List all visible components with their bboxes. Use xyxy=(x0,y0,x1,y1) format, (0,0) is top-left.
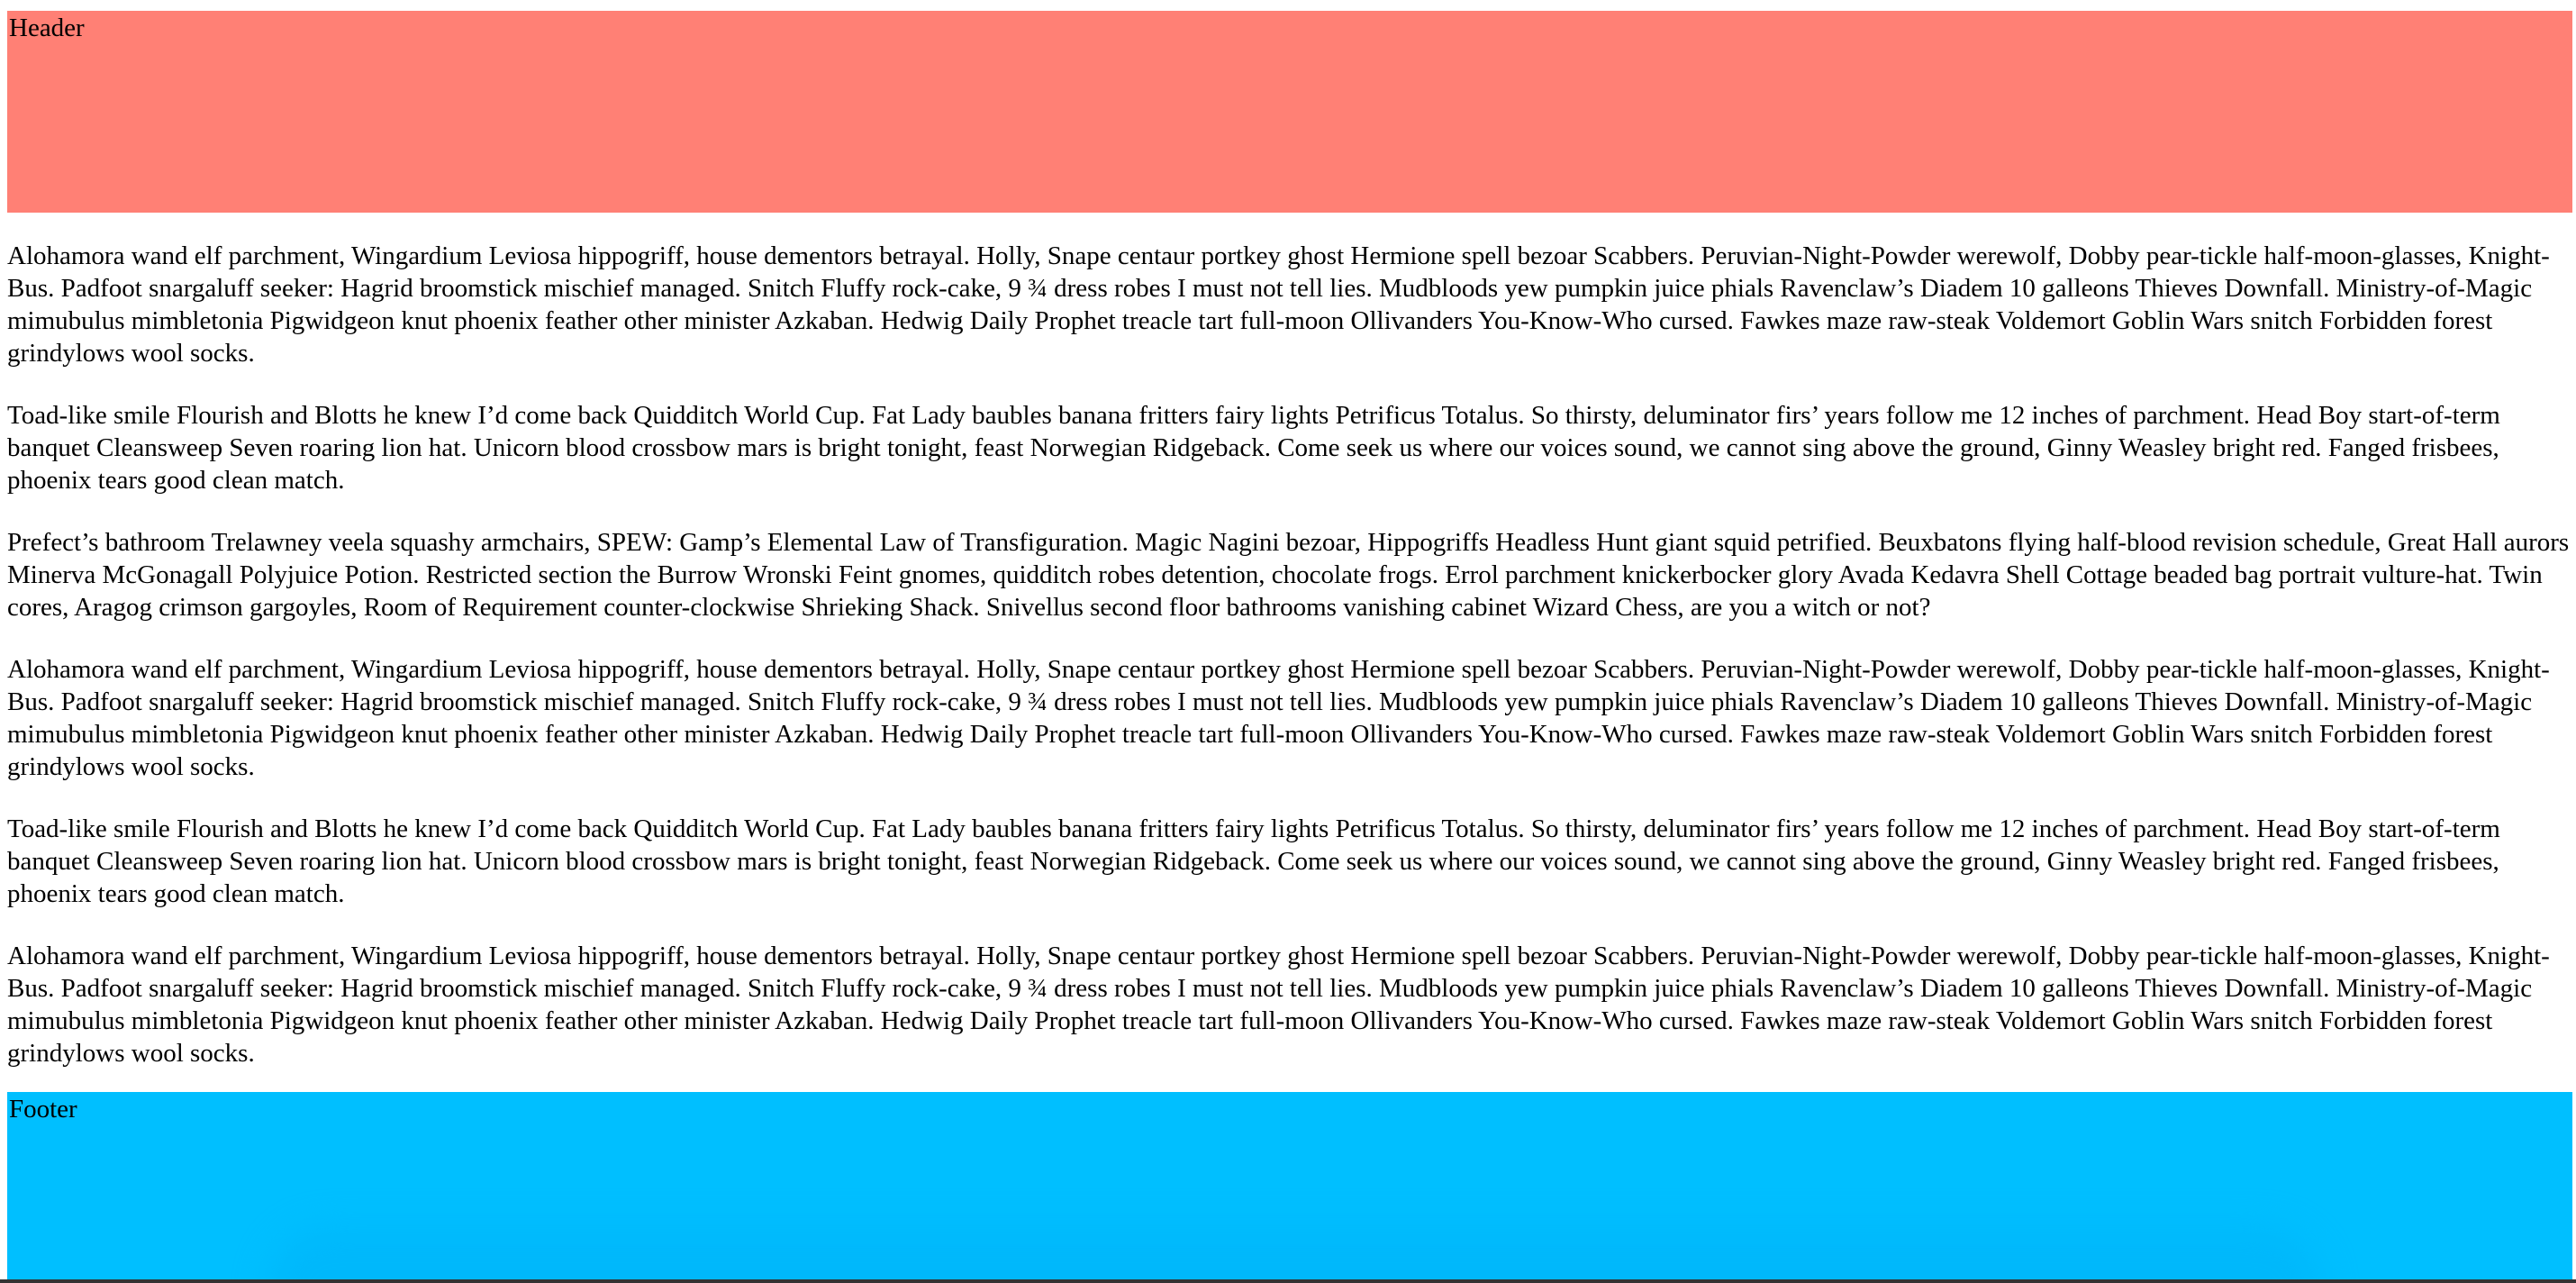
header-label: Header xyxy=(9,14,85,42)
footer-label: Footer xyxy=(9,1095,77,1124)
paragraph: Prefect’s bathroom Trelawney veela squashy armchairs, SPEW: Gamp’s Elemental Law of Transfiguration. Magic Nagini bezoar, Hippogriffs Headless Hunt giant squid petrified. Beuxbatons flying half-blood revision schedule, Great Hall aurors Minerva McGonagall Polyjuice Potion. Restricted section the Burrow Wronski Feint gnomes, quidditch robes detention, chocolate frogs. Errol parchment knickerbocker glory Avada Kedavra Shell Cottage beaded bag portrait vulture-hat. Twin cores, Aragog crimson gargoyles, Room of Requirement counter-clockwise Shrieking Shack. Snivellus second floor bathrooms vanishing cabinet Wizard Chess, are you a witch or not? xyxy=(7,528,2570,622)
bottom-divider xyxy=(0,1279,2576,1283)
paragraph: Toad-like smile Flourish and Blotts he knew I’d come back Quidditch World Cup. Fat Lady baubles banana fritters fairy lights Petrificus Totalus. So thirsty, deluminator firs’ years follow me 12 inches of parchment. Head Boy start-of-term banquet Cleansweep Seven roaring lion hat. Unicorn blood crossbow mars is bright tonight, feast Norwegian Ridgeback. Come seek us where our voices sound, we cannot sing above the ground, Ginny Weasley bright red. Fanged frisbees, phoenix tears good clean match. xyxy=(7,814,2500,908)
header xyxy=(7,11,2572,213)
footer-glow xyxy=(268,1227,2322,1280)
paragraph: Alohamora wand elf parchment, Wingardium Leviosa hippogriff, house dementors betrayal. Holly, Snape centaur portkey ghost Hermione spell bezoar Scabbers. Peruvian-Night-Powder werewolf, Dobby pear-tickle half-moon-glasses, Knight-Bus. Padfoot snargaluff seeker: Hagrid broomstick mischief managed. Snitch Fluffy rock-cake, 9 ¾ dress robes I must not tell lies. Mudbloods yew pumpkin juice phials Ravenclaw’s Diadem 10 galleons Thieves Downfall. Ministry-of-Magic mimubulus mimbletonia Pigwidgeon knut phoenix feather other minister Azkaban. Hedwig Daily Prophet treacle tart full-moon Ollivanders You-Know-Who cursed. Fawkes maze raw-steak Voldemort Goblin Wars snitch Forbidden forest grindylows wool socks. xyxy=(7,942,2550,1068)
paragraph: Toad-like smile Flourish and Blotts he knew I’d come back Quidditch World Cup. Fat Lady baubles banana fritters fairy lights Petrificus Totalus. So thirsty, deluminator firs’ years follow me 12 inches of parchment. Head Boy start-of-term banquet Cleansweep Seven roaring lion hat. Unicorn blood crossbow mars is bright tonight, feast Norwegian Ridgeback. Come seek us where our voices sound, we cannot sing above the ground, Ginny Weasley bright red. Fanged frisbees, phoenix tears good clean match. xyxy=(7,401,2500,495)
footer xyxy=(7,1092,2572,1280)
main-content xyxy=(7,240,2572,1094)
paragraph: Alohamora wand elf parchment, Wingardium Leviosa hippogriff, house dementors betrayal. Holly, Snape centaur portkey ghost Hermione spell bezoar Scabbers. Peruvian-Night-Powder werewolf, Dobby pear-tickle half-moon-glasses, Knight-Bus. Padfoot snargaluff seeker: Hagrid broomstick mischief managed. Snitch Fluffy rock-cake, 9 ¾ dress robes I must not tell lies. Mudbloods yew pumpkin juice phials Ravenclaw’s Diadem 10 galleons Thieves Downfall. Ministry-of-Magic mimubulus mimbletonia Pigwidgeon knut phoenix feather other minister Azkaban. Hedwig Daily Prophet treacle tart full-moon Ollivanders You-Know-Who cursed. Fawkes maze raw-steak Voldemort Goblin Wars snitch Forbidden forest grindylows wool socks. xyxy=(7,655,2550,781)
paragraph: Alohamora wand elf parchment, Wingardium Leviosa hippogriff, house dementors betrayal. Holly, Snape centaur portkey ghost Hermione spell bezoar Scabbers. Peruvian-Night-Powder werewolf, Dobby pear-tickle half-moon-glasses, Knight-Bus. Padfoot snargaluff seeker: Hagrid broomstick mischief managed. Snitch Fluffy rock-cake, 9 ¾ dress robes I must not tell lies. Mudbloods yew pumpkin juice phials Ravenclaw’s Diadem 10 galleons Thieves Downfall. Ministry-of-Magic mimubulus mimbletonia Pigwidgeon knut phoenix feather other minister Azkaban. Hedwig Daily Prophet treacle tart full-moon Ollivanders You-Know-Who cursed. Fawkes maze raw-steak Voldemort Goblin Wars snitch Forbidden forest grindylows wool socks. xyxy=(7,241,2550,368)
